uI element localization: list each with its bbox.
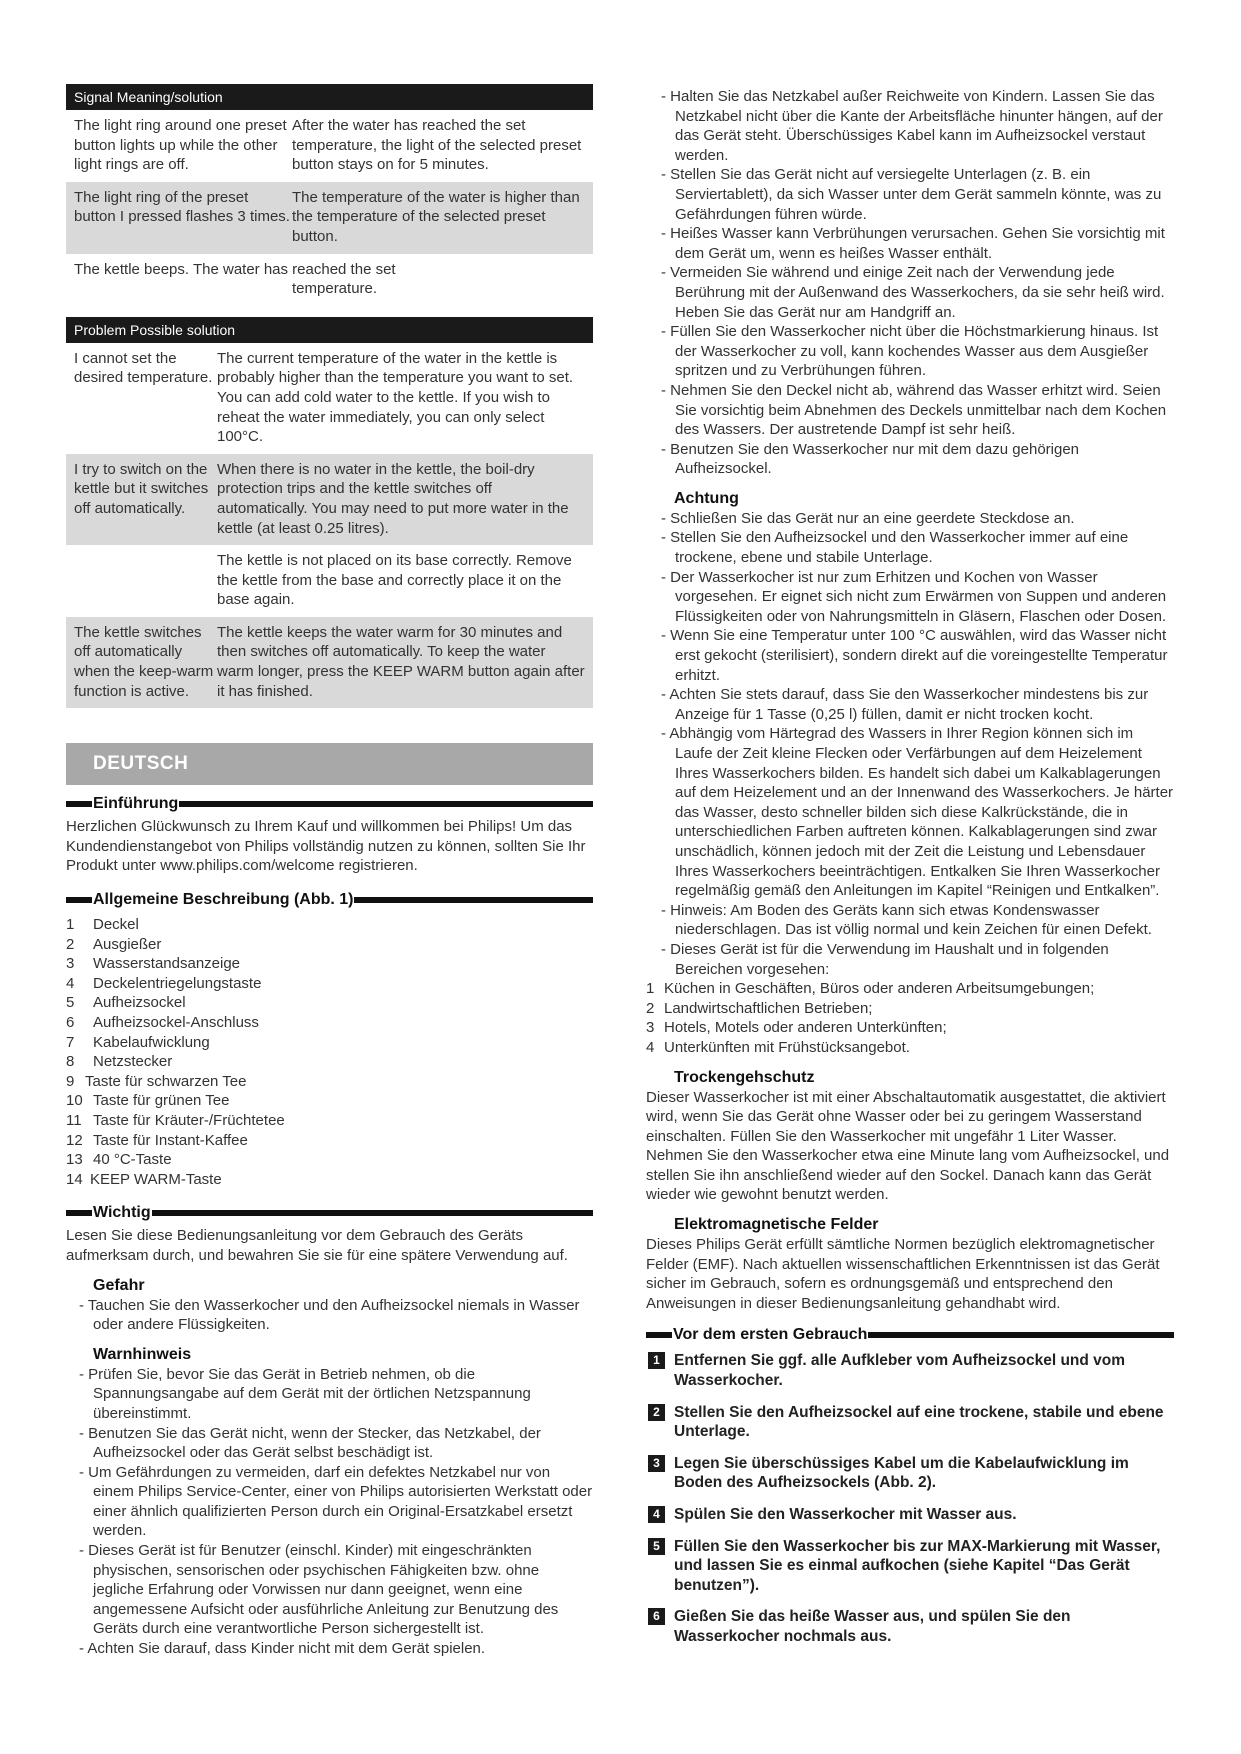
list-item: 14 KEEP WARM-Taste [66,1170,222,1188]
step-item: 4 Spülen Sie den Wasserkocher mit Wasser aus. [646,1505,1174,1525]
list-item: - Um Gefährdungen zu vermeiden, darf ein defektes Netzkabel nur von einem Philips Service-Center, einer von Philips autorisierten Werkstatt oder einer ähnlich qualifizierten Person durch ein Original-Ersatzkabel ersetzt werden. [79,1463,593,1540]
subheading: Achtung [674,489,739,507]
table-row [66,254,593,307]
table-cell: The kettle keeps the water warm for 30 minutes and then switches off automatically. To keep the water warm longer, press the KEEP WARM button again after it has finished. [217,623,585,700]
step-number: 1 [648,1352,665,1369]
list-item: 7 Kabelaufwicklung [66,1033,210,1051]
paragraph: Lesen Sie diese Bedienungsanleitung vor dem Gebrauch des Geräts aufmerksam durch, und bewahren Sie sie für eine spätere Verwendung auf. [66,1227,568,1264]
heading-text: Wichtig [93,1204,151,1222]
table-cell: The light ring of the preset button I pressed flashes 3 times. [74,188,290,226]
table-cell: The temperature of the water is higher than the temperature of the selected preset button. [292,188,580,245]
section-heading [646,1325,1174,1345]
list-item: - Abhängig vom Härtegrad des Wassers in Ihrer Region können sich im Laufe der Zeit kleine Flecken oder Verfärbungen auf dem Heizelement Ihres Wasserkochers bilden. Es handelt sich dabei um Kalkablagerungen auf dem Heizelement und an der Innenwand des Wasserkochers. Je härter das Wasser, desto schneller bilden sich diese Kalkrückstände, die in unterschiedlichen Farben auftreten können. Kalkablagerungen sind zwar unschädlich, können jedoch mit der Zeit die Leistung und Lebensdauer Ihres Wasserkochers beeinträchtigen. Entkalken Sie Ihren Wasserkocher regelmäßig gemäß den Anleitungen im Kapitel “Reinigen und Entkalken”. [661,725,1174,900]
right-column [646,87,1174,1647]
step-item: 1 Entfernen Sie ggf. alle Aufkleber vom Aufheizsockel und vom Wasserkocher. [646,1351,1174,1390]
parts-list [66,915,593,1189]
paragraph: Herzlichen Glückwunsch zu Ihrem Kauf und willkommen bei Philips! Um das Kundendienstangebot von Philips vollständig nutzen zu können, sollten Sie Ihr Produkt unter www.philips.com/welcome registrieren. [66,818,586,875]
list-item: - Wenn Sie eine Temperatur unter 100 °C auswählen, wird das Wasser nicht erst gekocht (sterilisiert), sondern direkt auf die voreingestellte Temperatur erhitzt. [661,627,1168,684]
steps-list [646,1351,1174,1646]
subheading: Gefahr [93,1276,145,1294]
list-item: - Vermeiden Sie während und einige Zeit nach der Verwendung jede Berührung mit der Außenwand des Wasserkochers, da sie sehr heiß wird. Heben Sie das Gerät nur am Handgriff an. [661,264,1165,321]
warning-list-continued [646,87,1174,479]
usage-areas-list [646,979,1174,1057]
table-row [66,182,593,254]
list-item: - Benutzen Sie das Gerät nicht, wenn der Stecker, das Netzkabel, der Aufheizsockel oder das Gerät selbst beschädigt ist. [79,1424,541,1462]
step-item: 6 Gießen Sie das heiße Wasser aus, und spülen Sie den Wasserkocher nochmals aus. [646,1607,1174,1646]
list-item: - Der Wasserkocher ist nur zum Erhitzen und Kochen von Wasser vorgesehen. Er eignet sich nicht zum Erwärmen von Suppen und anderen Flüssigkeiten oder von Nahrungsmitteln in Gläsern, Flaschen oder Dosen. [661,568,1167,625]
list-item: 1 Deckel [66,916,139,934]
section-heading [66,1203,593,1223]
table-cell: The kettle switches off automatically when the keep-warm function is active. [74,623,214,700]
list-item: 13 40 °C-Taste [66,1151,172,1169]
step-item: 3 Legen Sie überschüssiges Kabel um die Kabelaufwicklung im Boden des Aufheizsockels (Abb. 2). [646,1454,1174,1493]
list-item: 1 Küchen in Geschäften, Büros oder anderen Arbeitsumgebungen; [646,980,1095,998]
heading-text: Vor dem ersten Gebrauch [673,1326,868,1344]
list-item: 3 Wasserstandsanzeige [66,955,241,973]
list-item: 8 Netzstecker [66,1053,173,1071]
list-item: - Tauchen Sie den Wasserkocher und den Aufheizsockel niemals in Wasser oder andere Flüssigkeiten. [79,1296,580,1334]
step-number: 4 [648,1506,665,1523]
heading-text: Einführung [93,795,179,813]
heading-bar [179,801,593,807]
list-item: - Dieses Gerät ist für Benutzer (einschl. Kinder) mit eingeschränkten physischen, sensorischen oder psychischen Fähigkeiten bzw. ohne jegliche Erfahrung oder Vorwissen nur dann geeignet, wenn eine angemessene Aufsicht oder ausführliche Anleitung zur Benutzung des Geräts durch eine verantwortliche Person sichergestellt ist. [79,1542,559,1638]
heading-bar [868,1332,1174,1338]
list-item: - Achten Sie darauf, dass Kinder nicht mit dem Gerät spielen. [79,1640,486,1658]
caution-list [646,509,1174,979]
heading-bar [66,801,92,807]
list-item: 4 Deckelentriegelungstaste [66,974,262,992]
paragraph: Dieses Philips Gerät erfüllt sämtliche Normen bezüglich elektromagnetischer Felder (EMF). Nach aktuellen wissenschaftlichen Erkenntnissen ist das Gerät sicher im Gebrauch, sofern es ordnungsgemäß und entsprechend den Anweisungen in dieser Bedienungsanleitung gehandhabt wird. [646,1236,1160,1312]
step-item: 2 Stellen Sie den Aufheizsockel auf eine trockene, stabile und ebene Unterlage. [646,1403,1174,1442]
list-item: - Stellen Sie das Gerät nicht auf versiegelte Unterlagen (z. B. ein Serviertablett), da sich Wasser unter dem Gerät sammeln könnte, was zu Gefährdungen führen würde. [661,166,1162,223]
step-number: 3 [648,1455,665,1472]
heading-bar [66,897,92,903]
signal-table [66,84,593,307]
list-item: 2 Landwirtschaftlichen Betrieben; [646,999,873,1017]
problem-table [66,317,593,709]
table-cell: When there is no water in the kettle, the boil-dry protection trips and the kettle switches off automatically. You may need to put more water in the kettle (at least 0.25 litres). [217,460,569,537]
list-item: - Schließen Sie das Gerät nur an eine geerdete Steckdose an. [661,509,1075,527]
table-cell: I try to switch on the kettle but it switches off automatically. [74,460,209,517]
table-row [66,454,593,545]
list-item: 12 Taste für Instant-Kaffee [66,1131,248,1149]
table-row [66,110,593,182]
problem-table-header: Problem Possible solution [66,317,593,343]
list-item: 6 Aufheizsockel-Anschluss [66,1014,259,1031]
list-item: - Benutzen Sie den Wasserkocher nur mit dem dazu gehörigen Aufheizsockel. [661,440,1080,478]
table-cell: The light ring around one preset button lights up while the other light rings are off. [74,117,287,174]
subheading: Warnhinweis [93,1345,192,1363]
heading-bar [152,1210,593,1216]
list-item: - Dieses Gerät ist für die Verwendung im Haushalt und in folgenden Bereichen vorgesehen: [661,940,1109,978]
warning-list [66,1365,593,1659]
list-item: 10 Taste für grünen Tee [66,1092,230,1110]
list-item: - Halten Sie das Netzkabel außer Reichweite von Kindern. Lassen Sie das Netzkabel nicht über die Kante der Arbeitsfläche hinunter hängen, auf der das Gerät steht. Überschüssiges Kabel kann im Aufheizsockel verstaut werden. [661,88,1163,164]
danger-list [66,1296,593,1335]
section-heading [66,794,593,814]
list-item: 9 Taste für schwarzen Tee [66,1072,247,1090]
subheading: Elektromagnetische Felder [674,1216,879,1234]
heading-text: Allgemeine Beschreibung (Abb. 1) [93,891,354,909]
list-item: - Achten Sie stets darauf, dass Sie den Wasserkocher mindestens bis zur Anzeige für 1 Tasse (0,25 l) füllen, damit er nicht trocken kocht. [661,686,1149,723]
list-item: 2 Ausgießer [66,935,162,953]
list-item: - Heißes Wasser kann Verbrühungen verursachen. Gehen Sie vorsichtig mit dem Gerät um, wenn es heißes Wasser enthält. [661,225,1165,262]
list-item: 11 Taste für Kräuter-/Früchtetee [66,1111,285,1129]
table-cell: After the water has reached the set temperature, the light of the selected preset button stays on for 5 minutes. [292,117,582,174]
table-row [66,343,593,454]
table-row [66,545,593,617]
language-banner: DEUTSCH [66,743,593,785]
table-row [66,617,593,708]
table-cell: I cannot set the desired temperature. [74,349,213,387]
list-item: - Füllen Sie den Wasserkocher nicht über die Höchstmarkierung hinaus. Ist der Wasserkocher zu voll, kann kochendes Wasser aus dem Ausgießer spritzen und zu Verbrühungen führen. [661,323,1159,380]
section-heading [66,890,593,910]
table-cell [74,551,217,610]
step-item: 5 Füllen Sie den Wasserkocher bis zur MAX-Markierung mit Wasser, und lassen Sie es einmal aufkochen (siehe Kapitel “Das Gerät benutzen”). [646,1537,1174,1596]
table-cell: temperature. [292,280,378,298]
list-item: 5 Aufheizsockel [66,994,186,1012]
list-item: - Nehmen Sie den Deckel nicht ab, während das Wasser erhitzt wird. Seien Sie vorsichtig beim Abnehmen des Deckels unmittelbar nach dem Kochen des Wassers. Der austretende Dampf ist sehr heiß. [661,381,1167,439]
signal-table-header: Signal Meaning/solution [66,84,593,110]
list-item: 4 Unterkünften mit Frühstücksangebot. [646,1038,910,1056]
heading-bar [66,1210,92,1216]
list-item: 3 Hotels, Motels oder anderen Unterkünften; [646,1019,947,1037]
step-number: 5 [648,1538,665,1555]
left-column [66,84,593,1659]
table-cell: The current temperature of the water in the kettle is probably higher than the temperature you want to set. You can add cold water to the kettle. If you wish to reheat the water immediately, you can only select 100°C. [217,349,574,446]
step-number: 6 [648,1608,665,1625]
subheading: Trockengehschutz [674,1068,815,1086]
table-cell: The kettle beeps. The water has reached the set [74,260,396,278]
list-item: - Stellen Sie den Aufheizsockel und den Wasserkocher immer auf eine trockene, ebene und stabile Unterlage. [661,529,1129,567]
list-item: - Hinweis: Am Boden des Geräts kann sich etwas Kondenswasser niederschlagen. Das ist völlig normal und kein Zeichen für einen Defekt. [661,901,1152,939]
heading-bar [354,897,593,903]
paragraph: Dieser Wasserkocher ist mit einer Abschaltautomatik ausgestattet, die aktiviert wird, wenn Sie das Gerät ohne Wasser oder bei zu geringem Wasserstand einschalten. Füllen Sie den Wasserkocher mit ungefähr 1 Liter Wasser. Nehmen Sie den Wasserkocher etwa eine Minute lang vom Aufheizsockel, und stellen Sie ihn anschließend wieder auf den Sockel. Danach kann das Gerät wieder wie gewohnt benutzt werden. [646,1088,1170,1204]
table-cell: The kettle is not placed on its base correctly. Remove the kettle from the base and correctly place it on the base again. [217,552,572,609]
list-item: - Prüfen Sie, bevor Sie das Gerät in Betrieb nehmen, ob die Spannungsangabe auf dem Gerät mit der örtlichen Netzspannung übereinstimmt. [79,1365,531,1422]
step-number: 2 [648,1404,665,1421]
heading-bar [646,1332,672,1338]
